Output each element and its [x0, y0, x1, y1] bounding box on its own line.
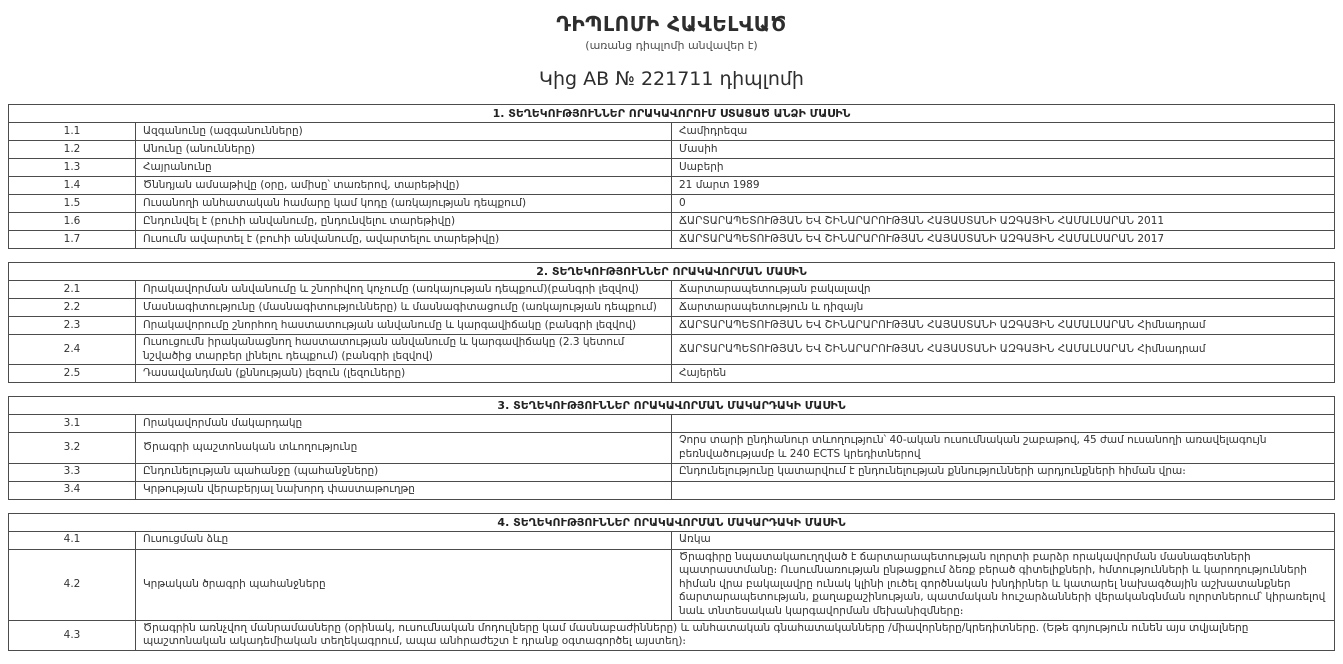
row-number: 2.1 — [9, 281, 136, 299]
row-value: Մասիհ — [672, 141, 1335, 159]
table-row — [9, 213, 1335, 231]
document-title: ԴԻՊԼՈՄԻ ՀԱՎԵԼՎԱԾ — [556, 12, 787, 36]
row-value: 21 մարտ 1989 — [672, 177, 1335, 195]
row-value: ՃԱՐՏԱՐԱՊԵՏՈՒԹՅԱՆ ԵՎ ՇԻՆԱՐԱՐՈՒԹՅԱՆ ՀԱՅԱՍՏԱՆԻ ԱԶԳԱՅԻՆ ՀԱՄԱԼՍԱՐԱՆ Հիմնադրամ — [672, 317, 1335, 335]
row-number: 4.1 — [9, 531, 136, 549]
row-value: Ճարտարապետության բակալավր — [672, 281, 1335, 299]
section-header-row — [9, 397, 1335, 415]
table-row — [9, 433, 1335, 463]
table-row — [9, 231, 1335, 249]
row-value: Ընդունելությունը կատարվում է ընդունելության քննությունների արդյունքների հիման վրա։ — [672, 463, 1335, 481]
diploma-supplement-page — [8, 0, 1335, 651]
section-title: 1. ՏԵՂԵԿՈՒԹՅՈՒՆՆԵՐ ՈՐԱԿԱՎՈՐՈՒՄ ՍՏԱՑԱԾ ԱՆՁԻ ՄԱՍԻՆ — [9, 105, 1335, 123]
row-label: Ծրագրի պաշտոնական տևողությունը — [136, 433, 672, 463]
row-value: Հայերեն — [672, 365, 1335, 383]
table-row — [9, 123, 1335, 141]
table-row — [9, 177, 1335, 195]
row-number: 4.2 — [9, 549, 136, 620]
row-number: 3.2 — [9, 433, 136, 463]
section-title: 3. ՏԵՂԵԿՈՒԹՅՈՒՆՆԵՐ ՈՐԱԿԱՎՈՐՄԱՆ ՄԱԿԱՐԴԱԿԻ ՄԱՍԻՆ — [9, 397, 1335, 415]
row-number: 3.4 — [9, 481, 136, 499]
row-value: ՃԱՐՏԱՐԱՊԵՏՈՒԹՅԱՆ ԵՎ ՇԻՆԱՐԱՐՈՒԹՅԱՆ ՀԱՅԱՍՏԱՆԻ ԱԶԳԱՅԻՆ ՀԱՄԱԼՍԱՐԱՆ 2017 — [672, 231, 1335, 249]
table-row — [9, 620, 1335, 650]
row-value: Առկա — [672, 531, 1335, 549]
row-value — [672, 481, 1335, 499]
row-label: Ծրագրին առնչվող մանրամասները (օրինակ, ուսումնական մոդուլները կամ մասնաբաժինները) և անհատական գնահատականները /միավորները/կրեդիտները. (Եթե գոյություն ունեն այս տվյալները պաշտոնական ակադեմիական տեղեկագրում, ապա անհրաժեշտ է դրանք օգտագործել այստեղ)։ — [136, 620, 1335, 650]
table-row — [9, 335, 1335, 365]
row-label: Կրթական ծրագրի պահանջները — [136, 549, 672, 620]
row-number: 3.3 — [9, 463, 136, 481]
row-number: 1.5 — [9, 195, 136, 213]
row-value: ՃԱՐՏԱՐԱՊԵՏՈՒԹՅԱՆ ԵՎ ՇԻՆԱՐԱՐՈՒԹՅԱՆ ՀԱՅԱՍՏԱՆԻ ԱԶԳԱՅԻՆ ՀԱՄԱԼՍԱՐԱՆ 2011 — [672, 213, 1335, 231]
section-table-2 — [8, 262, 1335, 383]
row-number: 1.7 — [9, 231, 136, 249]
row-number: 1.4 — [9, 177, 136, 195]
row-label: Որակավորման մակարդակը — [136, 415, 672, 433]
table-row — [9, 195, 1335, 213]
row-label: Դասավանդման (քննության) լեզուն (լեզուները) — [136, 365, 672, 383]
row-number: 2.3 — [9, 317, 136, 335]
row-label: Կրթության վերաբերյալ նախորդ փաստաթուղթը — [136, 481, 672, 499]
row-value: ՃԱՐՏԱՐԱՊԵՏՈՒԹՅԱՆ ԵՎ ՇԻՆԱՐԱՐՈՒԹՅԱՆ ՀԱՅԱՍՏԱՆԻ ԱԶԳԱՅԻՆ ՀԱՄԱԼՍԱՐԱՆ Հիմնադրամ — [672, 335, 1335, 365]
row-value: Ծրագիրը նպատակաուղղված է ճարտարապետության ոլորտի բարձր որակավորման մասնագետների պատրաստմանը։ Ուսումնառության ընթացքում ձեռք բերած գիտելիքների, հմտությունների և կարողությունների հիման վրա բակալավրը ունակ կլինի լուծել գործնական խնդիրներ և կատարել նախագծային աշխատանքներ ճարտարապետության, քաղաքաշինության, պատմական հուշարձանների վերականգնման ոլորտներում՝ կիրառելով նաև տնտեսական կարգավորման մեխանիզմները։ — [672, 549, 1335, 620]
table-row — [9, 141, 1335, 159]
table-row — [9, 159, 1335, 177]
row-label: Ուսանողի անհատական համարը կամ կոդը (առկայության դեպքում) — [136, 195, 672, 213]
row-number: 2.2 — [9, 299, 136, 317]
row-label: Ազգանունը (ազգանունները) — [136, 123, 672, 141]
row-value — [672, 415, 1335, 433]
diploma-number-line: Կից AB № 221711 դիպլոմի — [539, 68, 804, 90]
table-row — [9, 549, 1335, 620]
row-number: 1.2 — [9, 141, 136, 159]
row-label: Մասնագիտությունը (մասնագիտությունները) և մասնագիտացումը (առկայության դեպքում) — [136, 299, 672, 317]
section-title: 2. ՏԵՂԵԿՈՒԹՅՈՒՆՆԵՐ ՈՐԱԿԱՎՈՐՄԱՆ ՄԱՍԻՆ — [9, 263, 1335, 281]
table-row — [9, 531, 1335, 549]
table-row — [9, 415, 1335, 433]
row-label: Որակավորման անվանումը և շնորհվող կոչումը (առկայության դեպքում)(բանգրի լեզվով) — [136, 281, 672, 299]
row-value: Համիդրեզա — [672, 123, 1335, 141]
row-number: 2.5 — [9, 365, 136, 383]
section-title: 4. ՏԵՂԵԿՈՒԹՅՈՒՆՆԵՐ ՈՐԱԿԱՎՈՐՄԱՆ ՄԱԿԱՐԴԱԿԻ ՄԱՍԻՆ — [9, 513, 1335, 531]
section-header-row — [9, 263, 1335, 281]
row-label: Հայրանունը — [136, 159, 672, 177]
section-table-4 — [8, 513, 1335, 651]
row-label: Ծննդյան ամսաթիվը (օրը, ամիսը՝ տառերով, տարեթիվը) — [136, 177, 672, 195]
row-value: 0 — [672, 195, 1335, 213]
row-label: Ընդունելության պահանջը (պահանջները) — [136, 463, 672, 481]
table-row — [9, 463, 1335, 481]
section-table-3 — [8, 396, 1335, 499]
row-number: 1.1 — [9, 123, 136, 141]
section-table-1 — [8, 104, 1335, 249]
row-label: Ուսումն ավարտել է (բուհի անվանումը, ավարտելու տարեթիվը) — [136, 231, 672, 249]
row-value: Չորս տարի ընդհանուր տևողություն՝ 40-ական ուսումնական շաբաթով, 45 ժամ ուսանողի առավելագույն բեռնվածությամբ և 240 ECTS կրեդիտներով — [672, 433, 1335, 463]
row-label: Ուսուցումն իրականացնող հաստատության անվանումը և կարգավիճակը (2.3 կետում նշվածից տարբեր լինելու դեպքում) (բանգրի լեզվով) — [136, 335, 672, 365]
table-row — [9, 365, 1335, 383]
section-header-row — [9, 513, 1335, 531]
table-row — [9, 281, 1335, 299]
row-value: Սաբերի — [672, 159, 1335, 177]
row-label: Ուսուցման ձևը — [136, 531, 672, 549]
row-label: Անունը (անունները) — [136, 141, 672, 159]
row-label: Ընդունվել է (բուհի անվանումը, ընդունվելու տարեթիվը) — [136, 213, 672, 231]
table-row — [9, 481, 1335, 499]
row-label: Որակավորումը շնորհող հաստատության անվանումը և կարգավիճակը (բանգրի լեզվով) — [136, 317, 672, 335]
row-number: 2.4 — [9, 335, 136, 365]
row-number: 1.6 — [9, 213, 136, 231]
row-number: 1.3 — [9, 159, 136, 177]
table-row — [9, 317, 1335, 335]
section-header-row — [9, 105, 1335, 123]
row-value: Ճարտարապետություն և դիզայն — [672, 299, 1335, 317]
table-row — [9, 299, 1335, 317]
row-number: 3.1 — [9, 415, 136, 433]
row-number: 4.3 — [9, 620, 136, 650]
document-subtitle: (առանց դիպլոմի անվավեր է) — [585, 39, 758, 52]
document-header — [8, 12, 1335, 90]
